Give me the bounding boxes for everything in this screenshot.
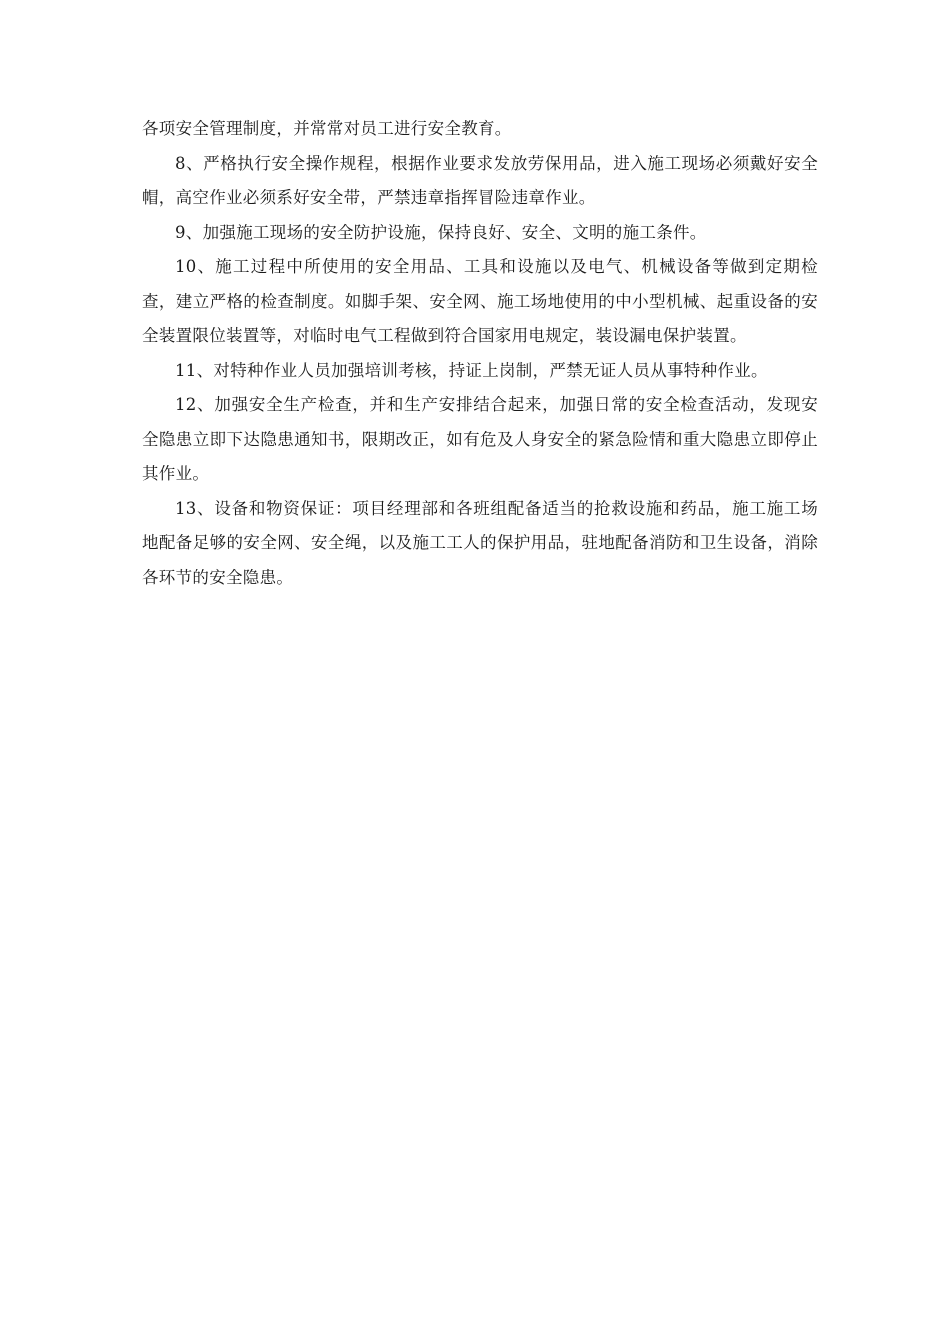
paragraph-item-8: 8、严格执行安全操作规程，根据作业要求发放劳保用品，进入施工现场必须戴好安全帽，高空作业必须系好安全带，严禁违章指挥冒险违章作业。: [142, 153, 818, 207]
paragraph-continuation: 各项安全管理制度，并常常对员工进行安全教育。: [142, 119, 512, 138]
paragraph-item-11: 11、对特种作业人员加强培训考核，持证上岗制，严禁无证人员从事特种作业。: [175, 360, 768, 380]
paragraph-item-9: 9、加强施工现场的安全防护设施，保持良好、安全、文明的施工条件。: [175, 222, 707, 242]
paragraph-item-13: 13、设备和物资保证：项目经理部和各班组配备适当的抢救设施和药品，施工施工场地配备足够的安全网、安全绳，以及施工工人的保护用品，驻地配备消防和卫生设备，消除各环节的安全隐患。: [142, 498, 818, 587]
document-body: [142, 112, 818, 595]
paragraph-item-12: 12、加强安全生产检查，并和生产安排结合起来，加强日常的安全检查活动，发现安全隐患立即下达隐患通知书，限期改正，如有危及人身安全的紧急险情和重大隐患立即停止其作业。: [142, 395, 818, 483]
paragraph-item-10: 10、施工过程中所使用的安全用品、工具和设施以及电气、机械设备等做到定期检查，建立严格的检查制度。如脚手架、安全网、施工场地使用的中小型机械、起重设备的安全装置限位装置等，对临时电气工程做到符合国家用电规定，装设漏电保护装置。: [142, 257, 818, 345]
